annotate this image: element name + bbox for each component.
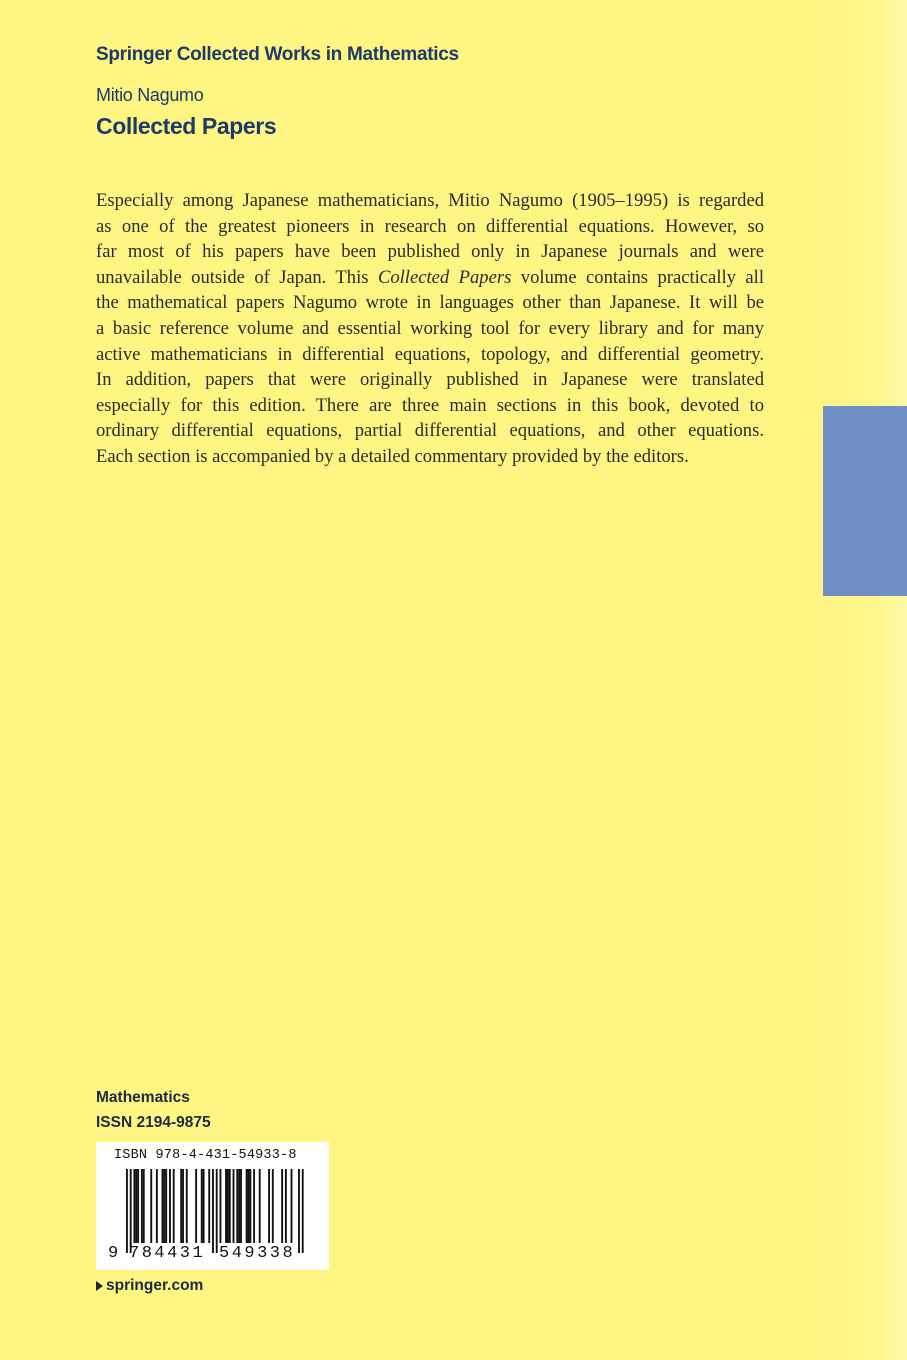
barcode-bar (180, 1169, 182, 1243)
barcode-guard-bar (302, 1169, 304, 1253)
barcode-bar (182, 1169, 184, 1243)
barcode-bar (133, 1169, 135, 1243)
ean-digits (96, 1244, 329, 1266)
book-title: Collected Papers (96, 113, 277, 139)
barcode-bar (229, 1169, 231, 1243)
barcode-bar (135, 1169, 137, 1243)
spine-strip (823, 0, 907, 1360)
barcode-bar (162, 1169, 164, 1243)
barcode-bar (291, 1169, 293, 1243)
barcode-bar (225, 1169, 227, 1243)
barcode-guard-bar (130, 1169, 132, 1253)
barcode-bar (285, 1169, 287, 1243)
barcode-bar (259, 1169, 261, 1243)
barcode-bar (165, 1169, 167, 1243)
issn-label: ISSN 2194-9875 (96, 1114, 211, 1131)
ean-left-group: 784431 (129, 1244, 206, 1263)
barcode-bar (227, 1169, 229, 1243)
barcode-bar (156, 1169, 158, 1243)
barcode-bar (208, 1169, 210, 1243)
barcode-bar (201, 1169, 203, 1243)
website-link[interactable] (96, 1277, 203, 1295)
blurb-line: far most of his papers have been published only in Japanese journals and were (96, 241, 764, 263)
blurb-line: a basic reference volume and essential working tool for every library and for many (96, 317, 764, 339)
barcode-bar (137, 1169, 139, 1243)
blurb-line-with-italic (96, 265, 764, 291)
barcode-bar (248, 1169, 250, 1243)
barcode-bar (233, 1169, 235, 1243)
blurb-text (96, 188, 764, 470)
barcode-bar (281, 1169, 283, 1243)
barcode-guard-bar (216, 1169, 218, 1253)
barcode-bar (238, 1169, 240, 1243)
website-label: springer.com (106, 1277, 204, 1294)
barcode-bar (143, 1169, 145, 1243)
blurb-line: active mathematicians in differential equations, topology, and differential geometry. (96, 343, 764, 365)
blurb-line: as one of the greatest pioneers in research on differential equations. However, so (96, 215, 764, 237)
barcode-bar (249, 1169, 251, 1243)
barcode-bar (150, 1169, 152, 1243)
barcode-bar (173, 1169, 175, 1243)
barcode-bar (268, 1169, 270, 1243)
barcode-bar (141, 1169, 143, 1243)
barcode-bar (163, 1169, 165, 1243)
barcode-bar (236, 1169, 238, 1243)
barcode (96, 1142, 329, 1270)
blurb-italic-title: Collected Papers (377, 266, 512, 288)
blurb-line: especially for this edition. There are three main sections in this book, devoted to (96, 394, 764, 416)
ean-first-digit: 9 (108, 1244, 119, 1263)
blurb-line: In addition, papers that were originally published in Japanese were translated (96, 369, 764, 391)
blurb-fragment: volume contains practically all (511, 266, 764, 288)
subject-label: Mathematics (96, 1089, 190, 1106)
series-title: Springer Collected Works in Mathematics (96, 44, 459, 65)
blurb-line: Each section is accompanied by a detailed commentary provided by the editors. (96, 445, 689, 467)
barcode-bar (195, 1169, 197, 1243)
barcode-guard-bar (126, 1169, 128, 1253)
barcode-bar (220, 1169, 222, 1243)
barcode-guard-bar (298, 1169, 300, 1253)
barcode-guard-bar (212, 1169, 214, 1253)
barcode-bar (169, 1169, 171, 1243)
barcode-bar (186, 1169, 188, 1243)
author-name: Mitio Nagumo (96, 85, 204, 105)
barcode-bar (253, 1169, 255, 1243)
isbn-label: ISBN 978-4-431-54933-8 (114, 1148, 297, 1163)
accent-tab (823, 406, 907, 596)
barcode-bar (203, 1169, 205, 1243)
arrow-right-icon (96, 1281, 103, 1291)
blurb-line: Especially among Japanese mathematicians, Mitio Nagumo (1905–1995) is regarded (96, 190, 764, 211)
barcode-bar (240, 1169, 242, 1243)
blurb-fragment: unavailable outside of Japan. This (96, 266, 378, 288)
barcode-bar (272, 1169, 274, 1243)
blurb-line: the mathematical papers Nagumo wrote in languages other than Japanese. It will be (96, 292, 764, 314)
ean-right-group: 549338 (219, 1244, 296, 1263)
blurb-line: ordinary differential equations, partial differential equations, and other equations. (96, 420, 764, 442)
barcode-bar (246, 1169, 248, 1243)
